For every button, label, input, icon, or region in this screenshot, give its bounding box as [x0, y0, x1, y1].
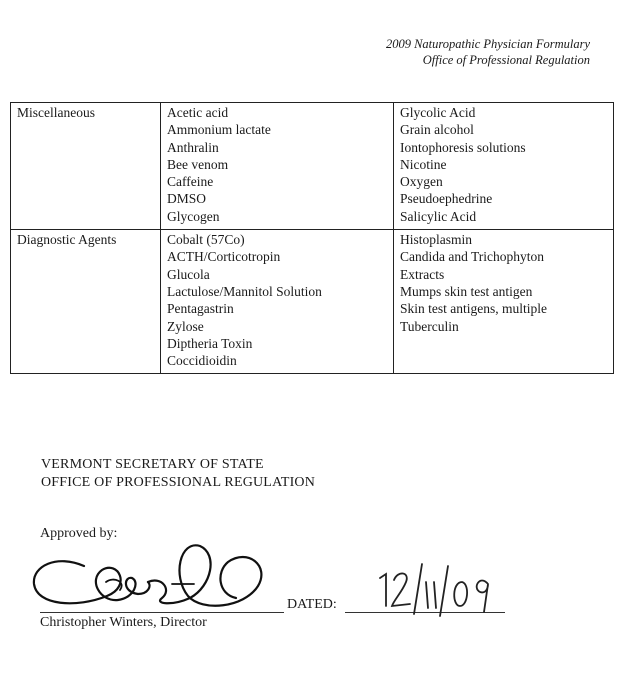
substance-item: Salicylic Acid [400, 208, 477, 224]
substance-item: Zylose [167, 318, 204, 334]
signature-line [40, 612, 284, 613]
substance-item: Extracts [400, 266, 445, 282]
substance-item: Cobalt (57Co) [167, 232, 245, 248]
director-name: Christopher Winters, Director [40, 615, 207, 630]
substance-item: DMSO [167, 191, 207, 207]
substance-list-cell [394, 103, 614, 230]
substance-item: Lactulose/Mannitol Solution [167, 283, 322, 299]
substance-item: Skin test antigens, multiple [400, 301, 547, 317]
substance-item: Glycolic Acid [400, 105, 476, 120]
substance-item: Iontophoresis solutions [400, 139, 526, 155]
substance-item: Mumps skin test antigen [400, 283, 533, 299]
formulary-table [10, 102, 614, 374]
document-header [386, 36, 590, 68]
state-office-division: OFFICE OF PROFESSIONAL REGULATION [41, 475, 316, 490]
table-row [11, 103, 614, 230]
substance-item: Oxygen [400, 174, 443, 190]
substance-item: Pseudoephedrine [400, 191, 493, 207]
state-block [41, 456, 315, 492]
dated-label: DATED: [287, 597, 337, 612]
substance-item: Acetic acid [167, 105, 229, 120]
table-row [11, 230, 614, 374]
substance-item: Bee venom [167, 156, 229, 172]
substance-item: Diptheria Toxin [167, 335, 253, 351]
substance-item: Glycogen [167, 208, 220, 224]
substance-list-cell [394, 230, 614, 374]
state-office-name: VERMONT SECRETARY OF STATE [41, 457, 264, 472]
signature-image [22, 536, 282, 616]
substance-item: ACTH/Corticotropin [167, 249, 281, 265]
substance-item: Candida and Trichophyton [400, 249, 544, 265]
substance-list-cell [161, 103, 394, 230]
approved-by-label: Approved by: [40, 526, 118, 541]
substance-item: Tuberculin [400, 318, 459, 334]
header-office: Office of Professional Regulation [422, 53, 590, 67]
handwritten-date [376, 560, 496, 618]
category-cell: Miscellaneous [11, 103, 161, 230]
substance-item: Histoplasmin [400, 232, 473, 248]
substance-item: Glucola [167, 266, 210, 282]
substance-item: Ammonium lactate [167, 122, 271, 138]
substance-item: Caffeine [167, 174, 214, 190]
substance-item: Coccidioidin [167, 353, 237, 369]
substance-list-cell [161, 230, 394, 374]
category-cell: Diagnostic Agents [11, 230, 161, 374]
substance-item: Anthralin [167, 139, 219, 155]
substance-item: Pentagastrin [167, 301, 234, 317]
substance-item: Nicotine [400, 156, 447, 172]
substance-item: Grain alcohol [400, 122, 474, 138]
header-title: 2009 Naturopathic Physician Formulary [385, 37, 590, 51]
